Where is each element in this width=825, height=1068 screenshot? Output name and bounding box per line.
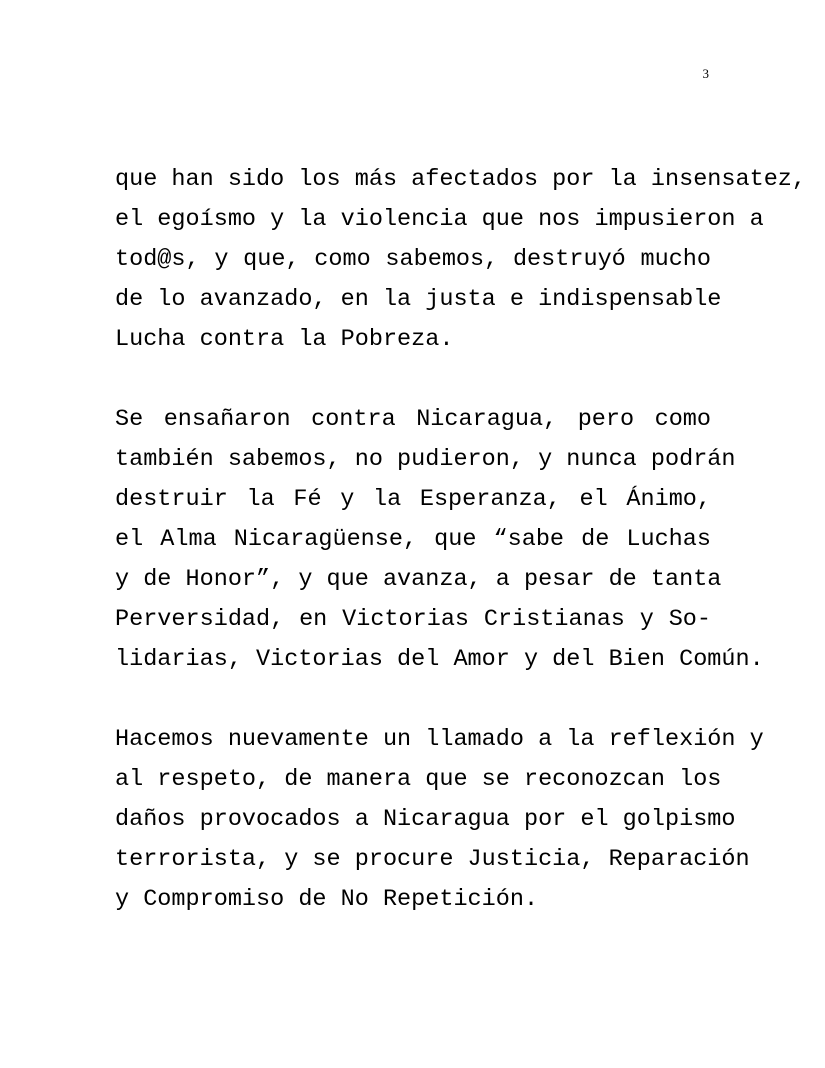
text-line: y de Honor”, y que avanza, a pesar de tanta: [115, 566, 722, 593]
text-line: también sabemos, no pudieron, y nunca podrán: [115, 446, 736, 473]
text-line: Se ensañaron contra Nicaragua, pero como: [115, 406, 711, 433]
page-number: 3: [702, 66, 709, 81]
text-line: al respeto, de manera que se reconozcan los: [115, 766, 722, 793]
text-line: el egoísmo y la violencia que nos impusieron a: [115, 206, 764, 233]
text-line: terrorista, y se procure Justicia, Reparación: [115, 846, 750, 873]
document-body: [115, 160, 807, 960]
paragraph-3: [115, 720, 764, 920]
text-line: que han sido los más afectados por la insensatez,: [115, 166, 807, 193]
text-line: Hacemos nuevamente un llamado a la reflexión y: [115, 726, 764, 753]
text-line: Perversidad, en Victorias Cristianas y So-: [115, 606, 711, 633]
text-line: y Compromiso de No Repetición.: [115, 886, 539, 913]
text-line: destruir la Fé y la Esperanza, el Ánimo,: [115, 486, 711, 513]
paragraph-1: [115, 160, 807, 360]
text-line: de lo avanzado, en la justa e indispensable: [115, 286, 722, 313]
text-line: tod@s, y que, como sabemos, destruyó mucho: [115, 246, 711, 273]
text-line: daños provocados a Nicaragua por el golpismo: [115, 806, 736, 833]
text-line: lidarias, Victorias del Amor y del Bien Común.: [115, 646, 764, 673]
paragraph-2: [115, 400, 764, 680]
text-line: el Alma Nicaragüense, que “sabe de Luchas: [115, 526, 711, 553]
text-line: Lucha contra la Pobreza.: [115, 326, 454, 353]
